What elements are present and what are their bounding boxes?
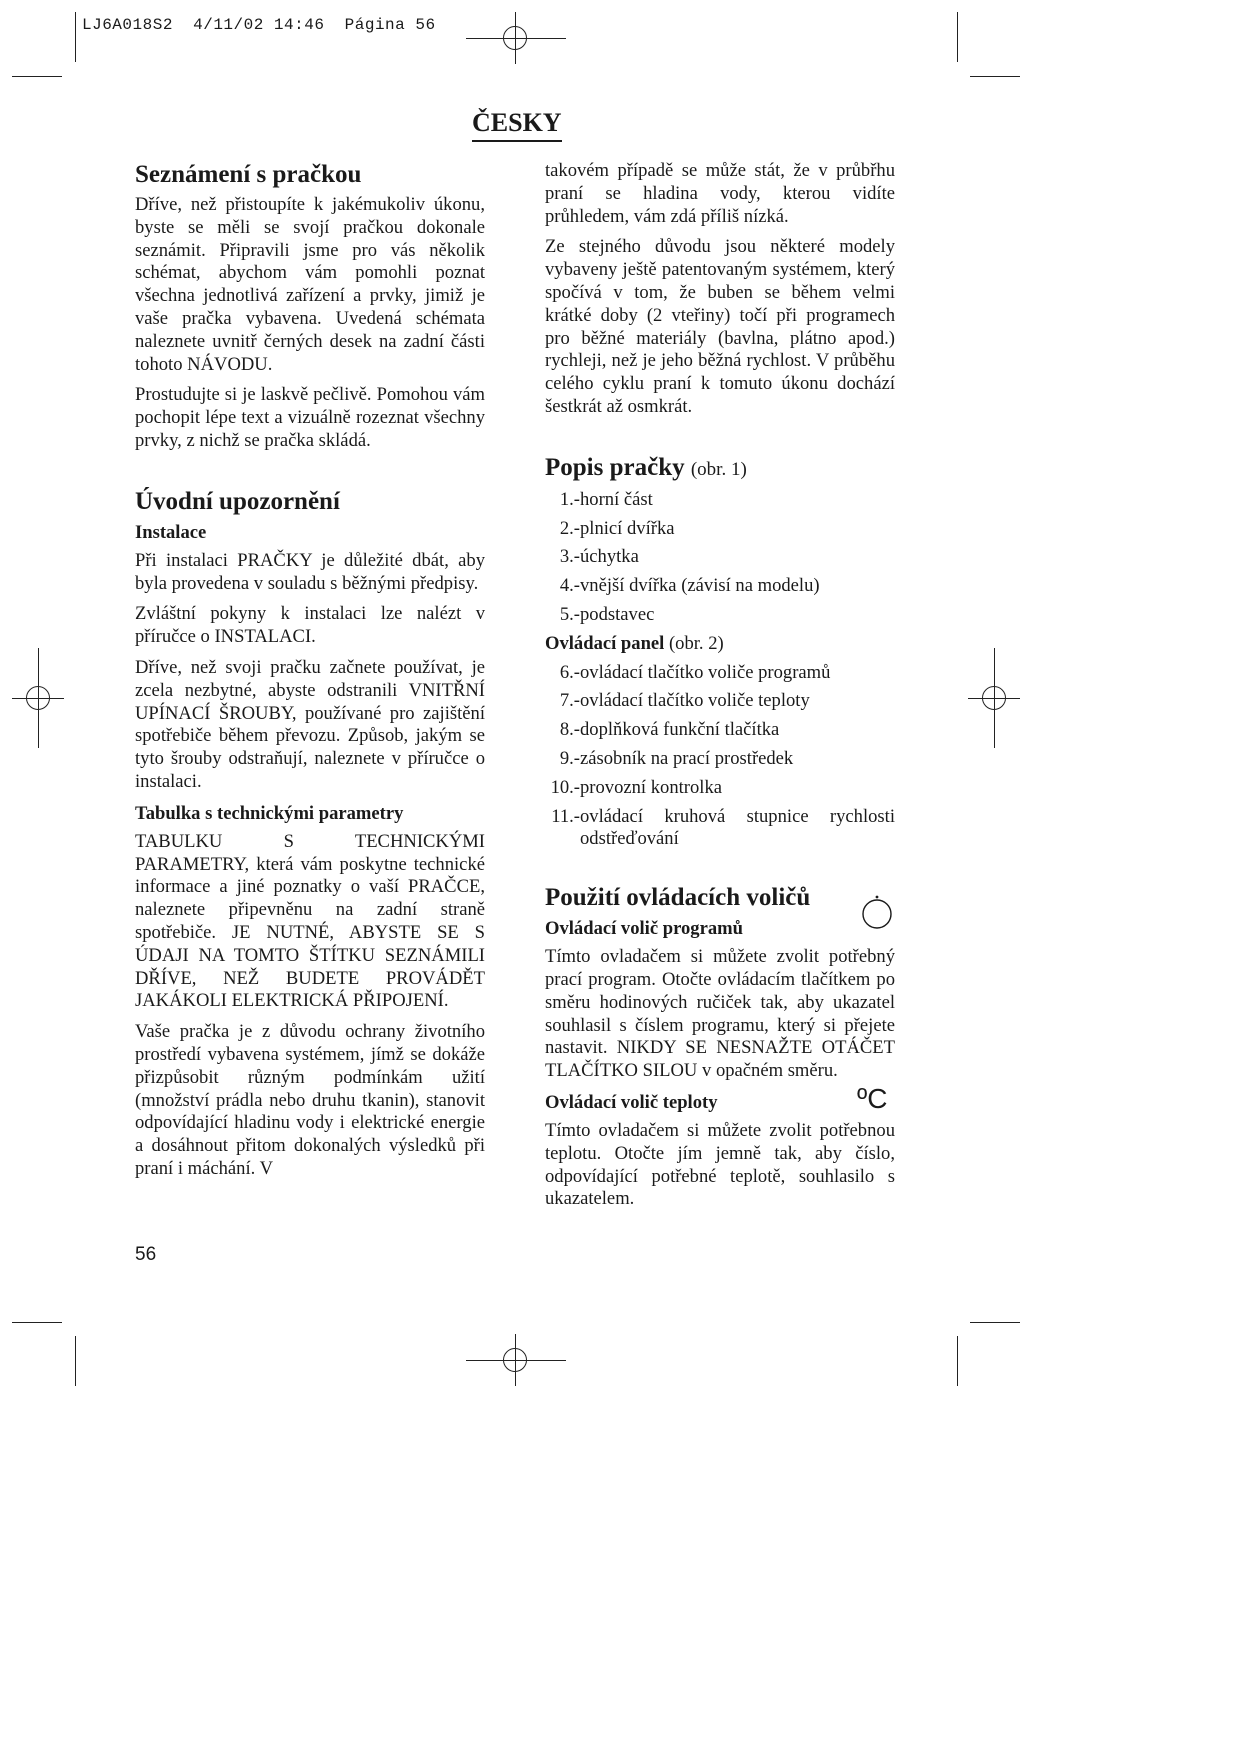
paragraph: Tímto ovladačem si můžete zvolit potřebnou teplotu. Otočte jím jemně tak, aby číslo, odpovídající potřebné teplotě, souhlasilo s ukazatelem. bbox=[545, 1119, 895, 1210]
list-item: 10.- provozní kontrolka bbox=[550, 776, 723, 798]
section-title-controls: Použití ovládacích voličů bbox=[545, 884, 811, 912]
paragraph: takovém případě se může stát, že v průbřhu praní se hladina vody, kterou vidíte průhledem, vám zdá příliš nízká. bbox=[545, 160, 895, 227]
crop-mark bbox=[970, 1322, 1020, 1323]
list-item: 2.- plnicí dvířka bbox=[559, 517, 675, 539]
paragraph: Ze stejného důvodu jsou některé modely vybaveny ještě patentovaným systémem, který spočívá v tom, že buben se během velmi krátké doby (2 vteřiny) točí při programech pro běžné materiály (bavlna, plátno apod.) rychleji, než je jeho běžná rychlost. V průběhu celého cyklu praní k tomuto úkonu dochází šestkrát až osmkrát. bbox=[545, 236, 895, 417]
list-item: 6.- ovládací tlačítko voliče programů bbox=[559, 661, 831, 683]
registration-circle bbox=[982, 686, 1006, 710]
left-column bbox=[135, 160, 485, 1189]
paragraph: Tímto ovladačem si můžete zvolit potřebný prací program. Otočte ovládacím tlačítkem po směru hodinových ručiček tak, aby ukazatel souhlasil s číslem programu, který si přejete nastavit. NIKDY SE NESNAŽTE OTÁČET TLAČÍTKO SILOU v opačném směru. bbox=[545, 946, 895, 1082]
subheading-temperature-selector: Ovládací volič teploty bbox=[545, 1091, 718, 1113]
figure-reference: (obr. 2) bbox=[668, 632, 724, 654]
list-item: 3.- úchytka bbox=[559, 546, 639, 568]
panel-heading bbox=[545, 633, 895, 656]
registration-circle bbox=[503, 1348, 527, 1372]
program-dial-icon bbox=[860, 895, 894, 929]
controls-section bbox=[545, 883, 895, 1211]
section-title-description bbox=[545, 453, 895, 485]
panel-label: Ovládací panel bbox=[545, 632, 665, 654]
page-number: 56 bbox=[135, 1244, 157, 1265]
paragraph: TABULKU S TECHNICKÝMI PARAMETRY, která vám poskytne technické informace a jiné poznatky o vaší PRAČCE, naleznete připevněnu na zadní straně spotřebiče. JE NUTNÉ, ABYSTE SE S ÚDAJI NA TOMTO ŠTÍTKU SEZNÁMILI DŘÍVE, NEŽ BUDETE PROVÁDĚT JAKÁKOLI ELEKTRICKÁ PŘIPOJENÍ. bbox=[135, 830, 485, 1012]
crop-mark bbox=[75, 12, 76, 62]
subheading-installation: Instalace bbox=[135, 521, 207, 543]
paragraph: Dříve, než svoji pračku začnete používat, je zcela nezbytné, abyste odstranili VNITŘNÍ UPÍNACÍ ŠROUBY, používané pro zajištění spotřebiče během převozu. Způsob, jakým se tyto šrouby odstraňují, naleznete v příručce o instalaci. bbox=[135, 656, 485, 792]
list-item: 4.- vnější dvířka (závisí na modelu) bbox=[559, 575, 820, 597]
subheading-program-selector: Ovládací volič programů bbox=[545, 918, 743, 940]
crop-mark bbox=[12, 76, 62, 77]
registration-circle bbox=[26, 686, 50, 710]
figure-reference: (obr. 1) bbox=[690, 458, 747, 480]
crop-mark bbox=[75, 1336, 76, 1386]
paragraph: Vaše pračka je z důvodu ochrany životního prostředí vybavena systémem, jímž se dokáže přizpůsobit různým podmínkám užití (množství prádla nebo druhu tkanin), stanovit odpovídající hladinu vody i elektrické energie a dosáhnout přitom dokonalých výsledků při praní i máchání. V bbox=[135, 1021, 485, 1179]
paragraph: Prostudujte si je laskvě pečlivě. Pomohou vám pochopit lépe text a vizuálně rozeznat všechny prvky, z nichž se pračka skládá. bbox=[135, 384, 485, 451]
celsius-icon: ºC bbox=[857, 1082, 888, 1114]
list-item: 8.- doplňková funkční tlačítka bbox=[559, 719, 780, 741]
crop-mark bbox=[957, 12, 958, 62]
section-title-warnings: Úvodní upozornění bbox=[135, 487, 340, 515]
list-item: 7.- ovládací tlačítko voliče teploty bbox=[559, 690, 810, 712]
parts-list bbox=[545, 489, 895, 627]
crop-mark bbox=[12, 1322, 62, 1323]
paragraph: Zvláštní pokyny k instalaci lze nalézt v příručce o INSTALACI. bbox=[135, 603, 485, 648]
subheading-technical-table: Tabulka s technickými parametry bbox=[135, 802, 404, 824]
list-item: 1.- horní část bbox=[559, 488, 653, 510]
right-column bbox=[545, 160, 895, 1219]
paragraph: Dříve, než přistoupíte k jakémukoliv úkonu, byste se měli se svojí pračkou dokonale seznámit. Připravili jsme pro vás několik schémat, abychom vám pomohli poznat všechna jednotlivá zařízení a prvky, jimiž je vaše pračka vybavena. Uvedená schémata naleznete uvnitř černých desek na zadní části tohoto NÁVODU. bbox=[135, 194, 485, 375]
list-item: 9.- zásobník na prací prostředek bbox=[559, 747, 794, 769]
paragraph: Při instalaci PRAČKY je důležité dbát, aby byla provedena v souladu s běžnými předpisy. bbox=[135, 549, 485, 594]
section-title-text: Popis pračky bbox=[545, 453, 685, 481]
section-title-introduction: Seznámení s pračkou bbox=[135, 161, 362, 188]
language-heading: ČESKY bbox=[472, 108, 562, 142]
crop-mark bbox=[957, 1336, 958, 1386]
print-slug: LJ6A018S2 4/11/02 14:46 Página 56 bbox=[82, 16, 436, 34]
list-item: 11.- ovládací kruhová stupnice rychlosti odstřeďování bbox=[551, 805, 895, 850]
list-item: 5.- podstavec bbox=[559, 603, 655, 625]
registration-circle bbox=[503, 26, 527, 50]
panel-list bbox=[545, 662, 895, 852]
crop-mark bbox=[970, 76, 1020, 77]
